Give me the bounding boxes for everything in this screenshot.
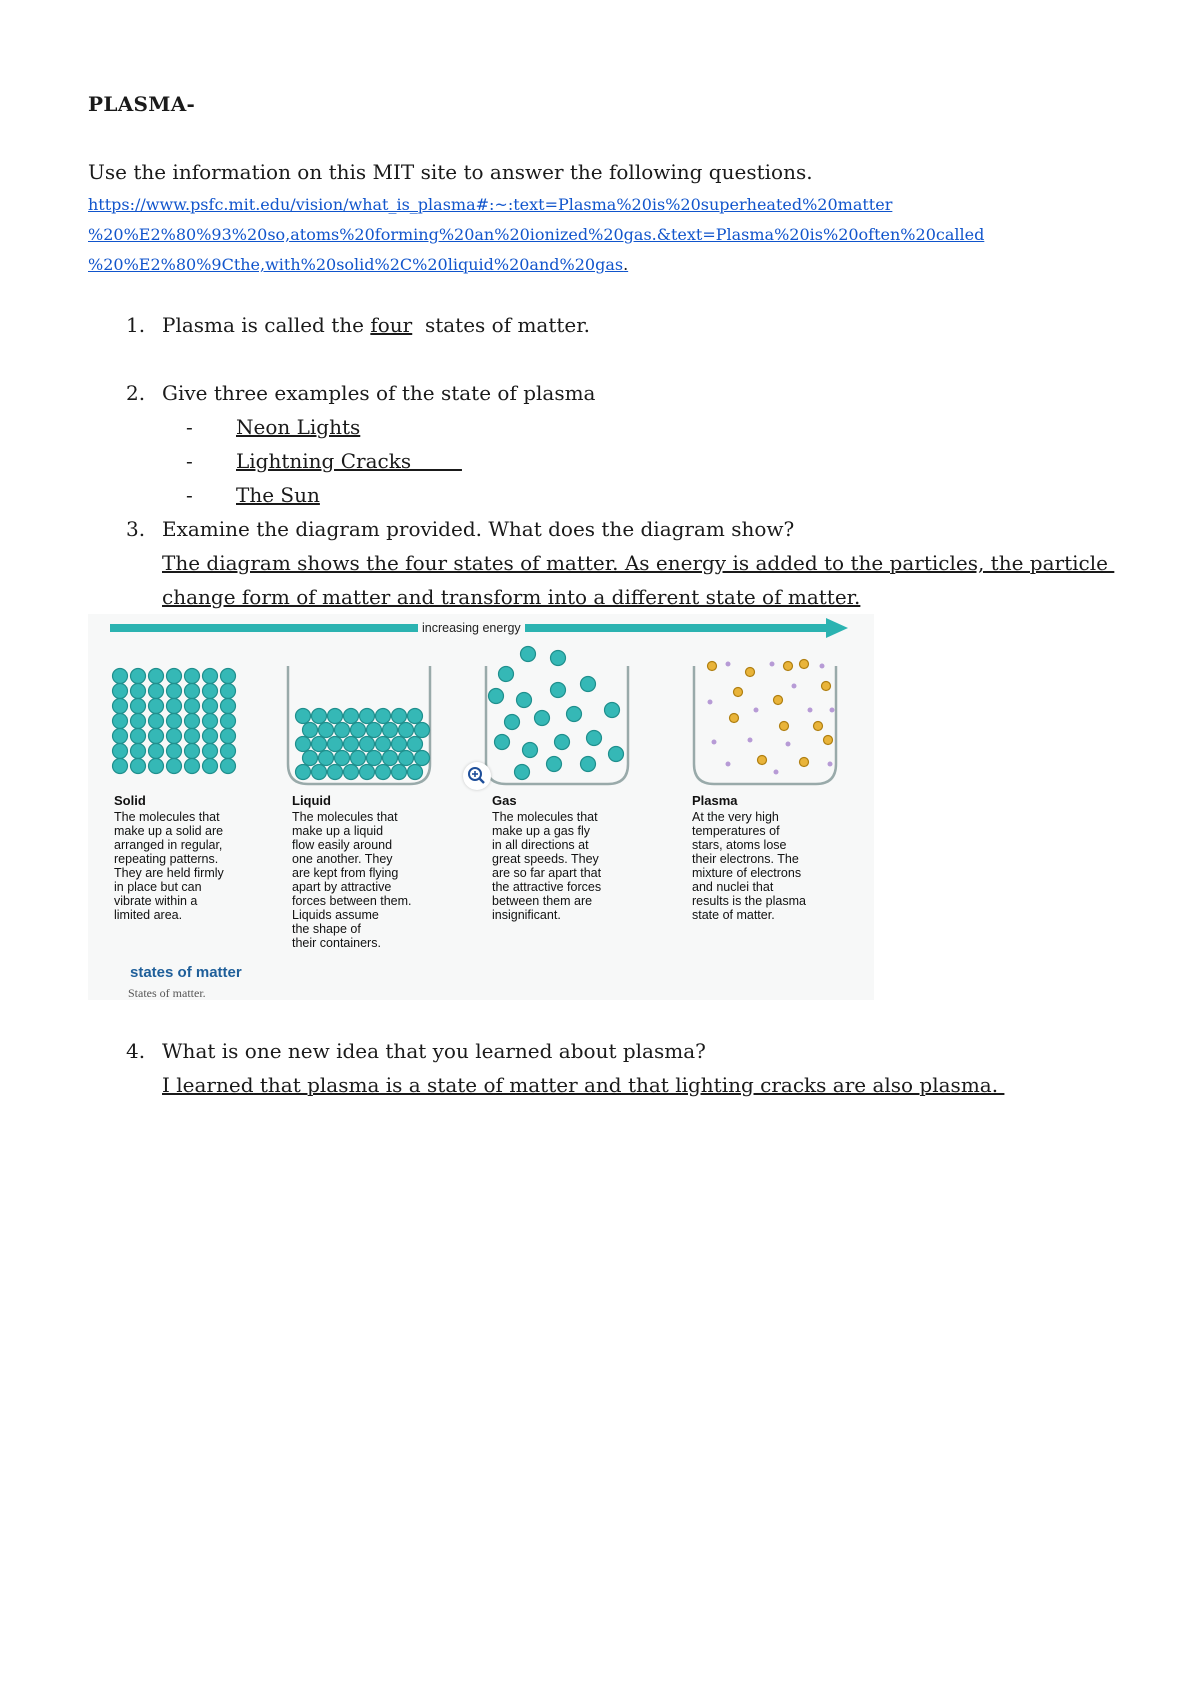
liquid-particle [383,723,398,738]
plasma-nucleus [774,696,783,705]
solid-particle [203,669,218,684]
liquid-particle [360,709,375,724]
energy-label: increasing energy [418,621,525,635]
plasma-nucleus [822,682,831,691]
q2-answer-2: Lightning Cracks [236,449,462,473]
solid-particle [167,729,182,744]
mit-link-line-3[interactable] [88,255,628,274]
plasma-nucleus [758,756,767,765]
q3-text: Examine the diagram provided. What does the diagram show? [162,517,795,541]
gas-particle [489,689,504,704]
plasma-nucleus [746,668,755,677]
gas-particle [567,707,582,722]
q2-text: Give three examples of the state of plasma [162,381,596,405]
q1-number: 1. [126,313,146,337]
plasma-electron [726,662,731,667]
q2-bullet-3: - [186,483,193,507]
solid-particle [221,714,236,729]
q1-suffix: states of matter. [412,313,590,337]
solid-particle [203,684,218,699]
q3-number: 3. [126,517,146,541]
solid-particle [167,684,182,699]
solid-particle [167,699,182,714]
gas-particle [521,647,536,662]
gas-particle [605,703,620,718]
zoom-icon[interactable] [463,762,491,790]
solid-particle [149,684,164,699]
mit-link-line-2[interactable]: %20%E2%80%93%20so,atoms%20forming%20an%20ionized%20gas.&text=Plasma%20is%20often%20called [88,225,985,244]
solid-particle [131,744,146,759]
solid-particle [113,684,128,699]
liquid-particle [383,751,398,766]
solid-particle [113,744,128,759]
solid-particle [185,699,200,714]
liquid-particle [335,723,350,738]
solid-particle [131,729,146,744]
liquid-particle [367,723,382,738]
solid-particle [131,714,146,729]
solid-particle [113,729,128,744]
gas-heading: Gas [492,793,517,808]
plasma-electron [754,708,759,713]
plasma-electron [708,700,713,705]
gas-particle [495,735,510,750]
plasma-heading: Plasma [692,793,738,808]
solid-particle [131,699,146,714]
gas-particle [555,735,570,750]
solid-particles [113,669,236,774]
intro-text: Use the information on this MIT site to answer the following questions. [88,160,813,184]
gas-particle [517,693,532,708]
plasma-electron [792,684,797,689]
plasma-electron [748,738,753,743]
solid-particle [131,759,146,774]
liquid-particle [408,709,423,724]
gas-particle [505,715,520,730]
solid-particle [167,759,182,774]
liquid-description: The molecules that make up a liquid flow easily around one another. They are kept from flying apart by attractive forces between them. Liquids assume the shape of their containers. [292,810,412,950]
liquid-particle [399,723,414,738]
mit-link-line-3-text[interactable]: %20%E2%80%9Cthe,with%20solid%2C%20liquid%20and%20gas [88,255,624,274]
gas-particle [581,677,596,692]
liquid-particle [367,751,382,766]
solid-particle [167,714,182,729]
solid-particle [113,714,128,729]
liquid-particle [376,765,391,780]
liquid-particle [351,723,366,738]
gas-caption [492,794,601,922]
liquid-particle [296,709,311,724]
liquid-particle [344,765,359,780]
liquid-particle [312,765,327,780]
solid-particle [203,729,218,744]
solid-particle [131,684,146,699]
liquid-caption [292,794,412,950]
plasma-electron [808,708,813,713]
plasma-particles [708,660,835,775]
liquid-particle [344,737,359,752]
gas-description: The molecules that make up a gas fly in all directions at great speeds. They are so far apart that the attractive forces between them are insignificant. [492,810,602,922]
mit-link-line-1[interactable]: https://www.psfc.mit.edu/vision/what_is_plasma#:~:text=Plasma%20is%20superheated%20matter [88,195,893,214]
solid-particle [113,699,128,714]
liquid-particle [328,709,343,724]
gas-particle [535,711,550,726]
solid-particle [221,669,236,684]
gas-particle [581,757,596,772]
q4-text: What is one new idea that you learned about plasma? [162,1039,706,1063]
liquid-particle [408,765,423,780]
gas-particles [489,647,624,780]
q3-answer-line-1: The diagram shows the four states of matter. As energy is added to the particles, the particle [162,551,1115,575]
liquid-particle [360,765,375,780]
solid-particle [221,699,236,714]
gas-particle [547,757,562,772]
liquid-particle [312,709,327,724]
liquid-particle [392,765,407,780]
plasma-description: At the very high temperatures of stars, atoms lose their electrons. The mixture of electrons and nuclei that results is the plasma state of matter. [692,810,806,922]
solid-particle [185,744,200,759]
plasma-nucleus [800,660,809,669]
liquid-particle [319,723,334,738]
q1-text [162,313,590,337]
q2-number: 2. [126,381,146,405]
plasma-nucleus [730,714,739,723]
solid-particle [131,669,146,684]
figure-caption-subtitle: States of matter. [128,986,206,1000]
q2-bullet-1: - [186,415,193,439]
liquid-heading: Liquid [292,793,331,808]
plasma-nucleus [734,688,743,697]
q2-answer-3: The Sun [236,483,320,507]
plasma-nucleus [800,758,809,767]
q4-answer: I learned that plasma is a state of matter and that lighting cracks are also plasma. [162,1073,1005,1097]
liquid-particle [408,737,423,752]
solid-particle [221,759,236,774]
plasma-caption [692,794,806,922]
liquid-particle [296,765,311,780]
solid-particle [203,759,218,774]
solid-particle [149,729,164,744]
solid-particle [167,669,182,684]
solid-particle [203,744,218,759]
solid-particle [221,684,236,699]
solid-particle [203,699,218,714]
liquid-particle [303,751,318,766]
solid-particle [149,699,164,714]
gas-particle [609,747,624,762]
solid-description: The molecules that make up a solid are arranged in regular, repeating patterns. They are held firmly in place but can vibrate within a limited area. [114,810,224,922]
solid-particle [149,744,164,759]
solid-particle [113,759,128,774]
liquid-particle [303,723,318,738]
solid-particle [149,714,164,729]
page-title: PLASMA- [88,92,196,116]
plasma-nucleus [814,722,823,731]
q2-bullet-2: - [186,449,193,473]
zoom-icon-glyph [463,762,491,790]
liquid-particle [399,751,414,766]
liquid-particle [328,737,343,752]
liquid-particle [392,737,407,752]
solid-particle [149,669,164,684]
liquid-particle [360,737,375,752]
solid-caption [114,794,224,922]
plasma-nucleus [824,736,833,745]
gas-particle [587,731,602,746]
plasma-electron [774,770,779,775]
solid-particle [113,669,128,684]
solid-particle [185,759,200,774]
liquid-particle [376,709,391,724]
liquid-particle [319,751,334,766]
plasma-electron [820,664,825,669]
solid-particle [149,759,164,774]
plasma-electron [712,740,717,745]
q1-prefix: Plasma is called the [162,313,371,337]
plasma-nucleus [708,662,717,671]
liquid-particle [392,709,407,724]
solid-particle [185,684,200,699]
gas-particle [499,667,514,682]
plasma-electron [726,762,731,767]
solid-particle [203,714,218,729]
q3-answer-line-2: change form of matter and transform into a different state of matter. [162,585,861,609]
solid-particle [185,669,200,684]
liquid-particle [296,737,311,752]
q2-answer-1: Neon Lights [236,415,361,439]
liquid-particle [344,709,359,724]
liquid-particle [328,765,343,780]
solid-heading: Solid [114,793,146,808]
gas-particle [523,743,538,758]
plasma-electron [830,708,835,713]
plasma-nucleus [784,662,793,671]
q4-number: 4. [126,1039,146,1063]
gas-particle [551,683,566,698]
gas-particle [551,651,566,666]
states-of-matter-diagram [88,614,874,1000]
liquid-particle [312,737,327,752]
energy-arrow-head [826,618,848,638]
plasma-electron [786,742,791,747]
link-period: . [623,255,629,274]
solid-particle [221,744,236,759]
liquid-particle [335,751,350,766]
figure-caption-title: states of matter [130,964,242,981]
gas-particle [515,765,530,780]
plasma-nucleus [780,722,789,731]
solid-particle [185,729,200,744]
liquid-particle [415,723,430,738]
plasma-electron [828,762,833,767]
liquid-particle [376,737,391,752]
solid-particle [221,729,236,744]
liquid-particle [351,751,366,766]
plasma-electron [770,662,775,667]
liquid-particle [415,751,430,766]
solid-particle [167,744,182,759]
q1-answer: four [370,313,413,337]
solid-particle [185,714,200,729]
liquid-particles [296,709,430,780]
